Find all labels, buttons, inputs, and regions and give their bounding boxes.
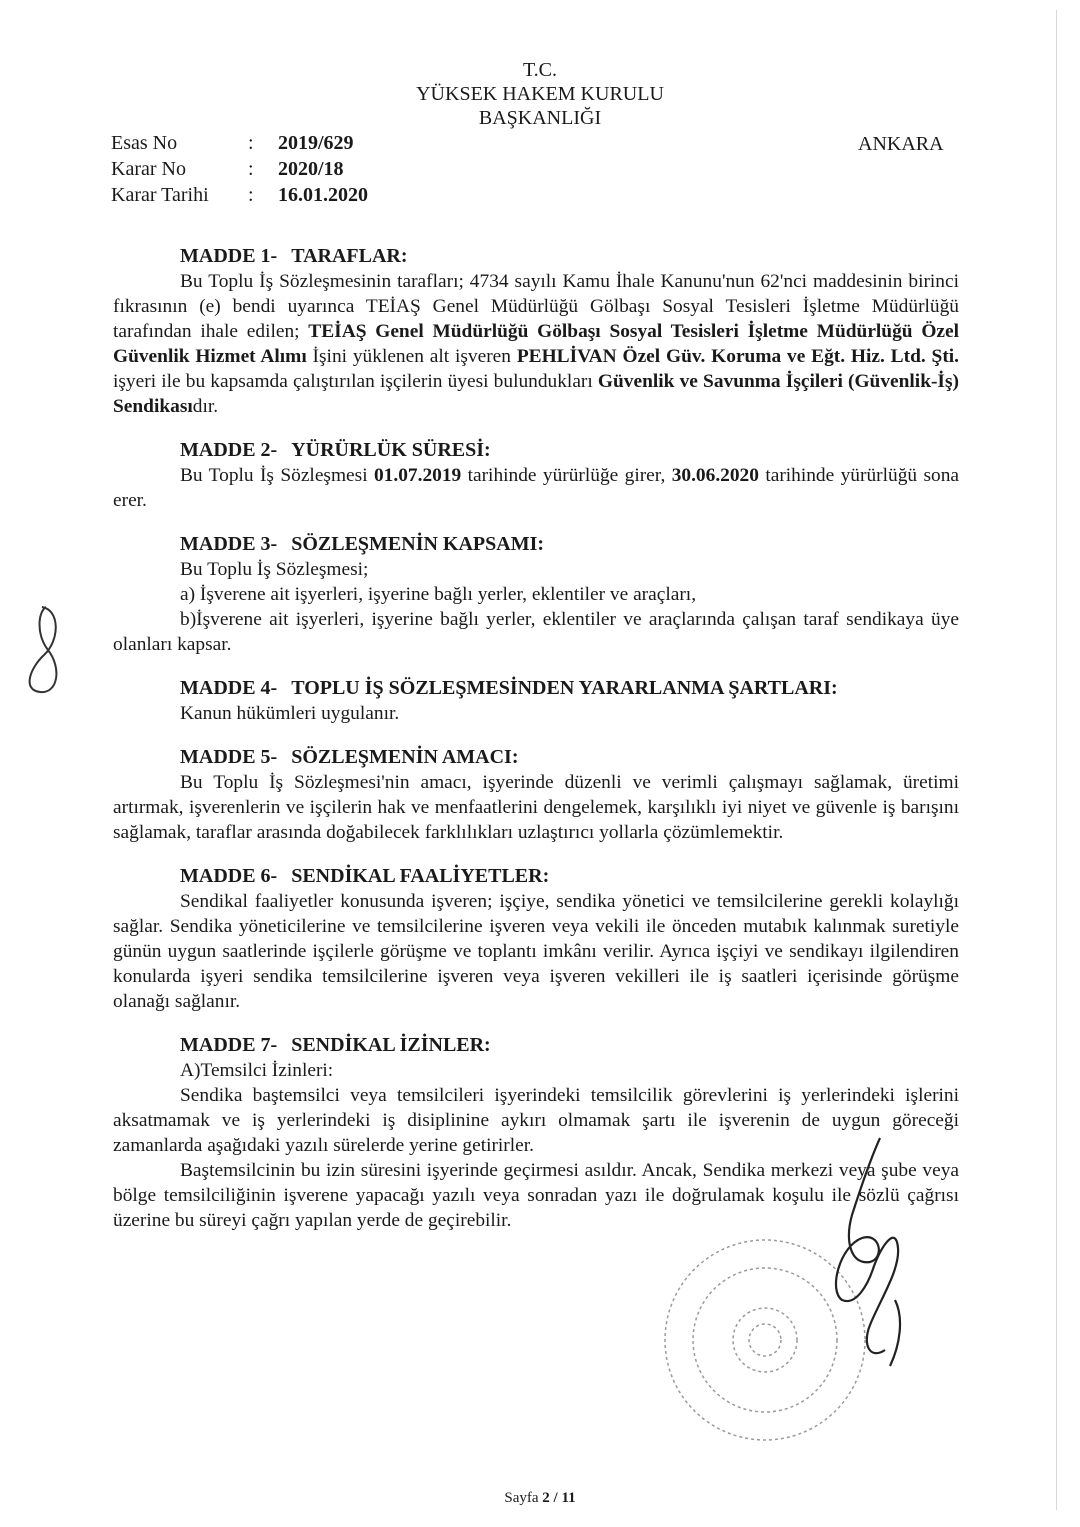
- article-2-number: MADDE 2-: [180, 439, 278, 461]
- article-4-title: TOPLU İŞ SÖZLEŞMESİNDEN YARARLANMA ŞARTLARI:: [291, 677, 838, 699]
- article-7-para-2: Baştemsilcinin bu izin süresini işyerinde geçirmesi asıldır. Ancak, Sendika merkezi veya şube veya bölge temsilciliğinin işverene yapacağı yazılı veya sonradan yazı ile doğrulamak koşulu ile sözlü çağrısı üzerine bu süreyi çağrı yapılan yerde de geçirebilir.: [113, 1160, 959, 1231]
- article-7-title: SENDİKAL İZİNLER:: [291, 1034, 491, 1056]
- article-2-start-date: 01.07.2019: [373, 465, 462, 486]
- article-1-title: TARAFLAR:: [291, 245, 408, 267]
- footer-separator: /: [553, 1490, 558, 1506]
- esas-value: 2019/629: [278, 132, 354, 154]
- karar-separator: :: [248, 158, 254, 180]
- article-7-para-1: Sendika baştemsilci veya temsilcileri işyerindeki temsilcilik görevlerini iş yerlerindeki işlerini aksatmamak ve iş yerlerindeki iş disiplinine aykırı olmamak şartı ile işverenin de uygun göreceği zamanlarda aşağıdaki yazılı sürelerde yerine getirirler.: [113, 1085, 959, 1156]
- article-6-title: SENDİKAL FAALİYETLER:: [291, 865, 550, 887]
- esas-separator: :: [248, 132, 254, 154]
- margin-initial-mark: [30, 607, 57, 692]
- article-6-number: MADDE 6-: [180, 865, 278, 887]
- header-institution: YÜKSEK HAKEM KURULU: [416, 83, 664, 105]
- article-5-title: SÖZLEŞMENİN AMACI:: [291, 746, 519, 768]
- article-1-text-part: İşini yüklenen alt işveren: [306, 346, 517, 367]
- article-6-text: Sendikal faaliyetler konusunda işveren; işçiye, sendika yönetici ve temsilcilerine gerekli kolaylığı sağlar. Sendika yöneticilerine ve temsilcilerine işveren veya vekili ile önceden mutabık kalınmak suretiyle günün uygun saatlerinde işçilerle görüşme ve toplantı imkânı verilir. Ayrıca işçiyi ve sendikayı ilgilendiren konularda işyeri sendika temsilcilerine işveren veya işveren vekilleri ile iş saatleri içerisinde görüşme olanağı sağlanır.: [113, 891, 959, 1012]
- footer-page-label: Sayfa: [504, 1490, 539, 1506]
- karar-value: 2020/18: [278, 158, 344, 180]
- header-office: BAŞKANLIĞI: [478, 107, 602, 129]
- article-3-item-a: a) İşverene ait işyerleri, işyerine bağlı yerler, eklentiler ve araçları,: [180, 584, 697, 605]
- article-2-text-part: tarihinde yürürlüğe girer,: [461, 465, 672, 486]
- article-2-title: YÜRÜRLÜK SÜRESİ:: [291, 439, 491, 461]
- article-5-text: Bu Toplu İş Sözleşmesi'nin amacı, işyerinde düzenli ve verimli çalışmayı sağlamak, üretimi artırmak, işverenlerin ve işçilerin hak ve menfaatlerini dengelemek, karşılıklı iyi niyet ve güvenle iş barışını sağlamak, taraflar arasında doğabilecek farklılıkları uzlaştırıcı yollarla çözümlemektir.: [113, 772, 959, 843]
- karar-label: Karar No: [111, 158, 186, 180]
- official-stamp-icon: [665, 1240, 865, 1440]
- esas-label: Esas No: [111, 132, 178, 154]
- article-1-text-part: dır.: [192, 396, 219, 417]
- article-1-text-part: Bu Toplu İş Sözleşmesinin tarafları; 4734 sayılı Kamu İhale Kanunu'nun 62'nci maddesinin birinci fıkrasının (e) bendi uyarınca TEİAŞ Genel Müdürlüğü Gölbaşı Sosyal Tesisleri İşletme Müdürlüğü tarafından ihale edilen;: [113, 271, 959, 342]
- article-2-text-part: tarihinde yürürlüğü sona erer.: [113, 465, 959, 511]
- tarih-separator: :: [248, 184, 254, 206]
- article-3-number: MADDE 3-: [180, 533, 278, 555]
- article-1-number: MADDE 1-: [180, 245, 278, 267]
- article-3-title: SÖZLEŞMENİN KAPSAMI:: [291, 533, 545, 555]
- city-label: ANKARA: [858, 133, 944, 155]
- article-2-text-part: Bu Toplu İş Sözleşmesi: [180, 465, 374, 486]
- article-7-subheading: A)Temsilci İzinleri:: [180, 1060, 334, 1081]
- article-5-number: MADDE 5-: [180, 746, 278, 768]
- footer-page-number: 2: [542, 1490, 550, 1506]
- tarih-label: Karar Tarihi: [111, 184, 209, 206]
- article-1-service-name: TEİAŞ Genel Müdürlüğü Gölbaşı Sosyal Tesisleri İşletme Müdürlüğü Özel Güvenlik Hizmet Alımı: [113, 321, 960, 367]
- article-7-number: MADDE 7-: [180, 1034, 278, 1056]
- header-tc: T.C.: [522, 59, 558, 81]
- signature-mark: [836, 1138, 900, 1366]
- article-4-number: MADDE 4-: [180, 677, 278, 699]
- article-1-text-part: işyeri ile bu kapsamda çalıştırılan işçilerin üyesi bulundukları: [113, 371, 598, 392]
- article-1-union-name: Güvenlik ve Savunma İşçileri (Güvenlik-İş) Sendikası: [113, 371, 959, 417]
- article-1-employer-name: PEHLİVAN Özel Güv. Koruma ve Eğt. Hiz. Ltd. Şti.: [516, 346, 960, 367]
- article-2-end-date: 30.06.2020: [671, 465, 759, 486]
- article-3-item-b: b)İşverene ait işyerleri, işyerine bağlı yerler, eklentiler ve araçlarında çalışan taraf sendikaya üye olanları kapsar.: [113, 609, 959, 655]
- article-4-text: Kanun hükümleri uygulanır.: [180, 703, 400, 724]
- article-3-intro: Bu Toplu İş Sözleşmesi;: [180, 559, 369, 580]
- tarih-value: 16.01.2020: [278, 184, 368, 206]
- footer-page-total: 11: [561, 1490, 576, 1506]
